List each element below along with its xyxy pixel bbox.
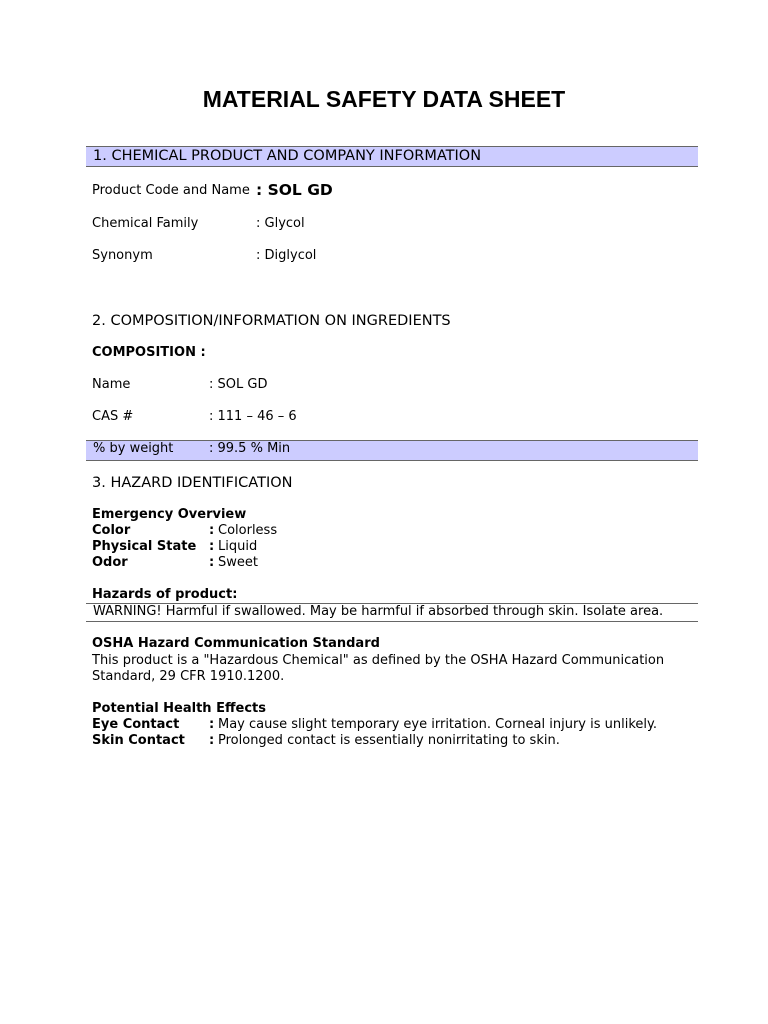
name-label: Name — [92, 377, 131, 392]
page-title: MATERIAL SAFETY DATA SHEET — [202, 86, 566, 112]
weight-label: % by weight — [93, 441, 174, 456]
osha-line-2: Standard, 29 CFR 1910.1200. — [92, 669, 285, 684]
weight-value: : 99.5 % Min — [209, 441, 291, 456]
composition-heading: COMPOSITION : — [92, 345, 206, 360]
product-code-value: : SOL GD — [256, 181, 333, 199]
product-code-label: Product Code and Name — [92, 183, 250, 198]
color-value: Colorless — [218, 523, 278, 538]
emergency-overview-heading: Emergency Overview — [92, 507, 247, 522]
synonym-label: Synonym — [92, 248, 153, 263]
chemical-family-label: Chemical Family — [92, 216, 199, 231]
warning-text: WARNING! Harmful if swallowed. May be harmful if absorbed through skin. Isolate area. — [93, 604, 664, 619]
warning-bottom-rule — [86, 621, 698, 622]
odor-value: Sweet — [218, 555, 258, 570]
health-effects-heading: Potential Health Effects — [92, 701, 266, 716]
eye-contact-label: Eye Contact — [92, 717, 180, 732]
skin-contact-label: Skin Contact — [92, 733, 185, 748]
skin-contact-value: Prolonged contact is essentially nonirritating to skin. — [218, 733, 560, 748]
odor-label: Odor — [92, 555, 128, 570]
section-1-heading: 1. CHEMICAL PRODUCT AND COMPANY INFORMATION — [93, 148, 482, 164]
synonym-value: : Diglycol — [256, 248, 317, 263]
cas-label: CAS # — [92, 409, 134, 424]
physical-state-label: Physical State — [92, 539, 197, 554]
section-3-heading: 3. HAZARD IDENTIFICATION — [92, 475, 293, 491]
hazards-heading: Hazards of product: — [92, 587, 238, 602]
eye-contact-value: May cause slight temporary eye irritation. Corneal injury is unlikely. — [218, 717, 657, 732]
osha-heading: OSHA Hazard Communication Standard — [92, 636, 380, 651]
physical-state-colon: : — [209, 539, 215, 554]
osha-line-1: This product is a "Hazardous Chemical" as defined by the OSHA Hazard Communication — [92, 653, 665, 668]
physical-state-value: Liquid — [218, 539, 258, 554]
color-colon: : — [209, 523, 215, 538]
section-2-heading: 2. COMPOSITION/INFORMATION ON INGREDIENTS — [92, 313, 451, 329]
chemical-family-value: : Glycol — [256, 216, 305, 231]
weight-band — [86, 440, 698, 461]
color-label: Color — [92, 523, 131, 538]
cas-value: : 111 – 46 – 6 — [209, 409, 297, 424]
odor-colon: : — [209, 555, 215, 570]
eye-contact-colon: : — [209, 717, 215, 732]
skin-contact-colon: : — [209, 733, 215, 748]
name-value: : SOL GD — [209, 377, 268, 392]
